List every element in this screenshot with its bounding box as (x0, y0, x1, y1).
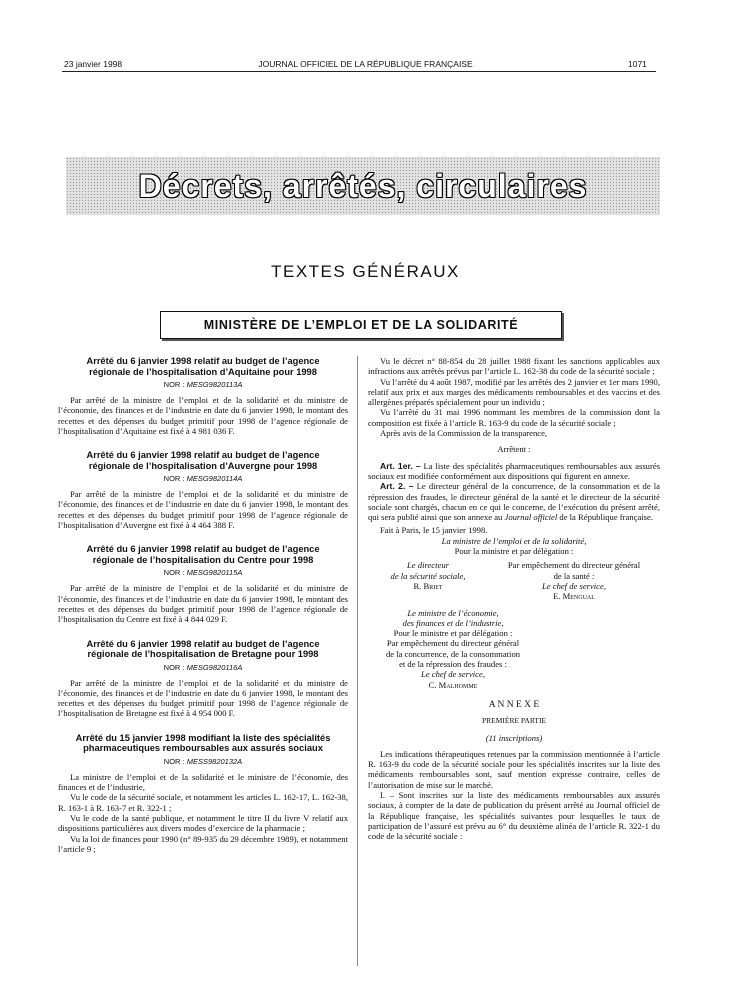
nor-code: MESG9820115A (186, 568, 243, 578)
nor-reference (58, 474, 348, 483)
signatory-line: et de la répression des fraudes : (399, 659, 507, 670)
paragraph: Vu le code de la santé publique, et notamment le titre II du livre V relatif aux dispositions particulières aux divers modes d’exercice de la pharmacie ; (58, 812, 348, 834)
signatory-line: de la concurrence, de la consommation (385, 648, 521, 659)
nor-code: MESG9820116A (186, 662, 243, 672)
right-column (368, 356, 660, 841)
nor-reference (58, 380, 348, 389)
signature-row (368, 560, 660, 601)
header-rule (62, 71, 656, 72)
article-2 (368, 481, 660, 522)
paragraph: Vu l’arrêté du 4 août 1987, modifié par les arrêtés des 2 janvier et 1er mars 1990, relatif aux prix et aux marges des médicaments remboursables et des vaccins et des allergènes préparés spécialement pour un individu ; (368, 376, 660, 408)
article-centre (58, 544, 348, 624)
signatory-line: Par empêchement du directeur général (386, 638, 520, 649)
nor-label: NOR : (163, 662, 185, 672)
nor-label: NOR : (163, 474, 185, 484)
economy-signature-block (368, 608, 538, 690)
paragraph: Vu le décret n° 88-854 du 28 juillet 1988 fixant les sanctions applicables aux infractions aux arrêtés prévus par l’article L. 162-38 du code de la sécurité sociale ; (368, 356, 660, 377)
nor-reference (58, 568, 348, 577)
nor-label: NOR : (163, 568, 185, 578)
signatory-title: des finances et de l’industrie, (402, 617, 504, 628)
article-title: Arrêté du 6 janvier 1998 relatif au budget de l’agence régionale de l’hospitalisation de Bretagne pour 1998 (86, 638, 320, 660)
journal-officiel-ref: Journal officiel (504, 512, 558, 523)
article-body: Par arrêté de la ministre de l’emploi et de la solidarité et du ministre de l’économie, des finances et de l’industrie en date du 6 janvier 1998, le montant des recettes et des dépenses du budget primitif pour 1998 de l’agence régionale de l’hospitalisation d’Aquitaine est fixé à 4 981 036 F. (58, 395, 348, 436)
article-1-text: La liste des spécialités pharmaceutiques remboursables aux assurés sociaux est modifiée conformément aux dispositions qui figurent en annexe. (368, 460, 660, 481)
article-1-label: Art. 1er. – (380, 460, 421, 471)
signatory-title: Le ministre de l’économie, (407, 607, 499, 618)
nor-label: NOR : (163, 380, 185, 389)
signatory-title: Le directeur (407, 560, 449, 571)
nor-code: MESG9820114A (186, 474, 243, 484)
nor-reference (58, 757, 348, 766)
article-1 (368, 461, 660, 482)
article-2-label: Art. 2. – (380, 481, 414, 492)
paragraph: Vu le code de la sécurité sociale, et notamment les articles L. 162-17, L. 162-38, R. 163-1 à R. 163-7 et R. 322-1 ; (58, 792, 348, 813)
article-aquitaine (58, 356, 348, 436)
nor-label: NOR : (163, 756, 185, 766)
partie-title: PREMIÈRE PARTIE (481, 716, 547, 726)
paragraph: La ministre de l’emploi et de la solidarité et le ministre de l’économie, des finances et de l’industrie, (58, 771, 348, 793)
signatory-name: C. Malhomme (428, 679, 478, 690)
signatory-title: Le chef de service, (421, 669, 485, 680)
article-body: Par arrêté de la ministre de l’emploi et de la solidarité et du ministre de l’économie, des finances et de l’industrie en date du 6 janvier 1998, le montant des recettes et des dépenses du budget primitif pour 1998 de l’agence régionale de l’hospitalisation d’Auvergne est fixé à 4 464 388 F. (58, 489, 348, 531)
left-column (58, 356, 348, 854)
paragraph: I. – Sont inscrites sur la liste des médicaments remboursables aux assurés sociaux, à compter de la date de publication du présent arrêté au Journal officiel de la République française, les spécialités suivantes pour lesquelles le taux de participation de l’assuré est prévu au 6° du deuxième alinéa de l’article R. 322-1 du code de la sécurité sociale : (368, 789, 660, 842)
article-title: Arrêté du 6 janvier 1998 relatif au budget de l’agence régionale de l’hospitalisation du Centre pour 1998 (86, 544, 320, 565)
annexe-title: A N N E X E (488, 699, 540, 710)
signatory-line: Par empêchement du directeur général (507, 560, 641, 571)
paragraph: Vu l’arrêté du 31 mai 1996 nommant les membres de la commission dont la composition est fixée à l’article R. 163-9 du code de la sécurité sociale ; (368, 407, 660, 428)
article-2-text-end: de la République française. (557, 512, 653, 523)
article-2-text: Le directeur général de la concurrence, de la consommation et de la répression des fraudes, le directeur général de la santé et le directeur de la sécurité sociale sont chargés, chacun en ce qui le concerne, de l’exécution du présent arrêté, qui sera publié ainsi que son annexe au (368, 481, 660, 523)
article-bretagne (58, 639, 348, 719)
article-body: Par arrêté de la ministre de l’emploi et de la solidarité et du ministre de l’économie, des finances et de l’industrie en date du 6 janvier 1998, le montant des recettes et des dépenses du budget primitif pour 1998 de l’agence régionale de l’hospitalisation de Bretagne est fixé à 4 954 000 F. (58, 677, 348, 719)
paragraph: Vu la loi de finances pour 1990 (n° 89-935 du 29 décembre 1989), et notamment l’article 9 ; (58, 833, 348, 854)
article-title: Arrêté du 15 janvier 1998 modifiant la liste des spécialités pharmaceutiques remboursables aux assurés sociaux (75, 732, 331, 754)
signatory-name: E. Mengual (553, 591, 595, 602)
signatory-title: Le chef de service, (542, 580, 606, 591)
article-title: Arrêté du 6 janvier 1998 relatif au budget de l’agence régionale de l’hospitalisation d’Auvergne pour 1998 (86, 450, 320, 471)
delegation-line: Pour la ministre et par délégation : (454, 546, 574, 557)
signatory-line: Pour le ministre et par délégation : (393, 628, 513, 639)
article-specialites (58, 733, 348, 854)
article-auvergne (58, 450, 348, 530)
section-banner (66, 157, 660, 215)
signatory-name: R. Briet (413, 580, 443, 591)
signatory-title: de la sécurité sociale, (390, 570, 466, 581)
header-page-number: 1071 (628, 59, 647, 69)
signatory-line: de la santé : (553, 570, 595, 581)
date-line: Fait à Paris, le 15 janvier 1998. (380, 525, 488, 536)
nor-code: MESG9820113A (186, 380, 243, 389)
column-divider (357, 356, 358, 966)
inscriptions-count: (11 inscriptions) (485, 732, 543, 743)
nor-code: MESS9820132A (186, 756, 243, 766)
ministry-box: MINISTÈRE DE L’EMPLOI ET DE LA SOLIDARITÉ (160, 311, 562, 339)
header-date: 23 janvier 1998 (64, 59, 123, 69)
paragraph: Après avis de la Commission de la transparence, (380, 428, 548, 439)
article-body: Par arrêté de la ministre de l’emploi et de la solidarité et du ministre de l’économie, des finances et de l’industrie en date du 6 janvier 1998, le montant des recettes et des dépenses du budget primitif pour 1998 de l’agence régionale de l’hospitalisation du Centre est fixé à 4 844 029 F. (58, 583, 348, 625)
header-journal: JOURNAL OFFICIEL DE LA RÉPUBLIQUE FRANÇAISE (258, 59, 473, 69)
article-title: Arrêté du 6 janvier 1998 relatif au budget de l’agence régionale de l’hospitalisation d’Aquitaine pour 1998 (86, 356, 320, 377)
banner-title: Décrets, arrêtés, circulaires (138, 167, 588, 204)
paragraph: Les indications thérapeutiques retenues par la commission mentionnée à l’article R. 163-9 du code de la sécurité sociale pour les spécialités inscrites sur la liste des médicaments remboursables sont, sauf mention expresse contraire, celles de l’autorisation de mise sur le marché. (368, 748, 660, 790)
signatory-ministre: La ministre de l’emploi et de la solidarité, (441, 535, 587, 546)
nor-reference (58, 663, 348, 672)
section-heading: TEXTES GÉNÉRAUX (271, 262, 460, 281)
arretent-label: Arrêtent : (497, 444, 531, 455)
